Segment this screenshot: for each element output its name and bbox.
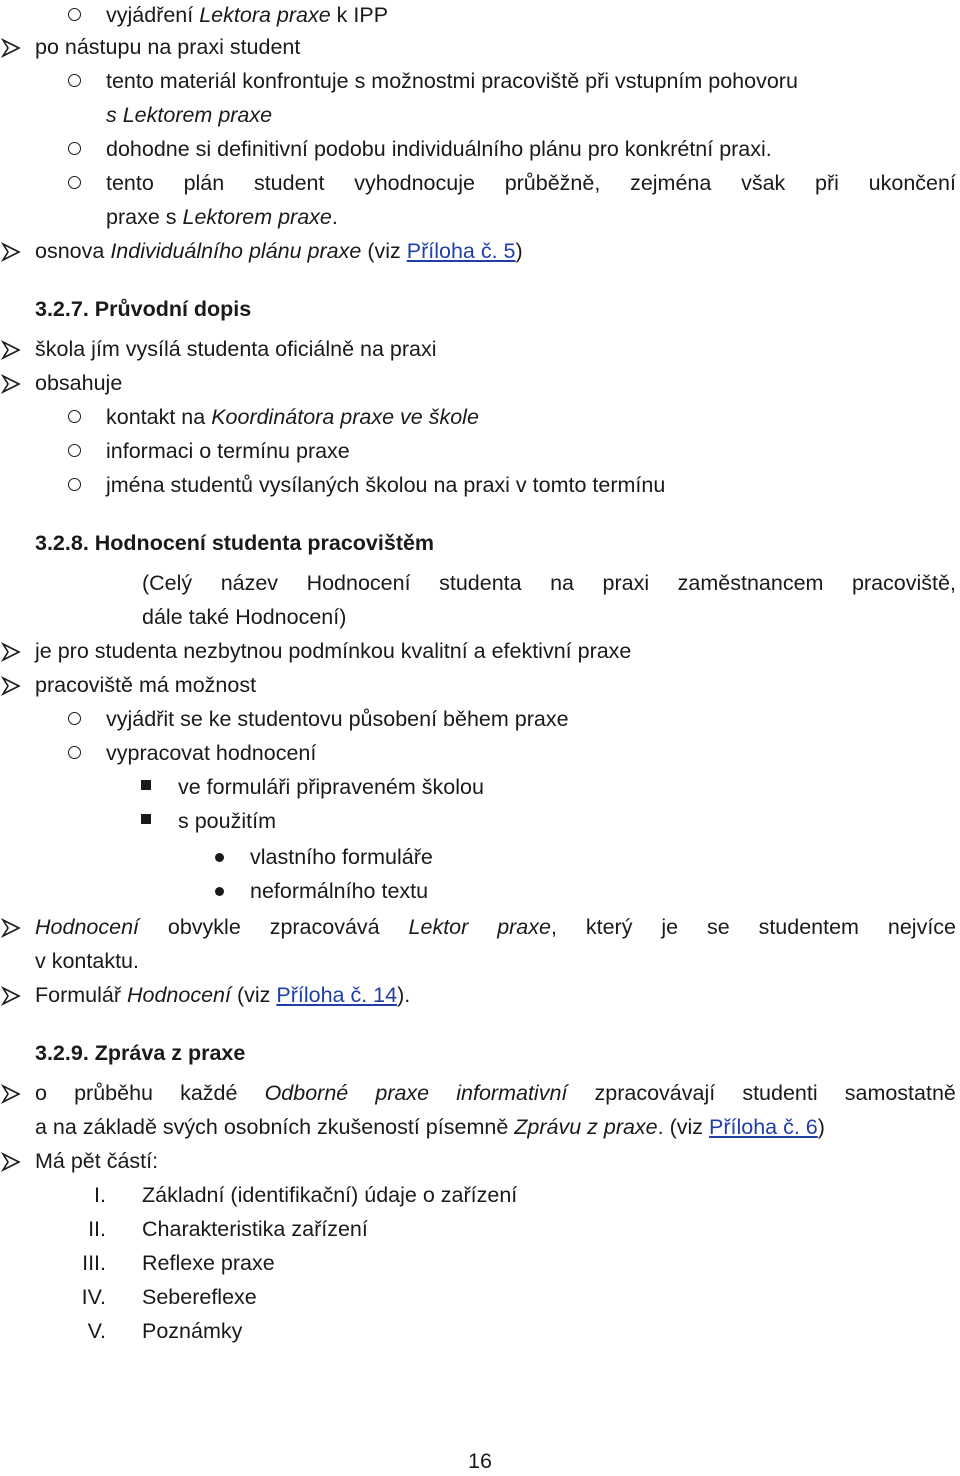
word-text: nejvíce	[887, 915, 956, 939]
roman-numeral: IV.	[81, 1285, 106, 1309]
list-text: škola jím vysílá studenta oficiálně na praxi	[35, 337, 437, 361]
list-text: a na základě svých osobních zkušeností písemně Zprávu z praxe. (viz Příloha č. 6)	[35, 1115, 825, 1139]
word	[35, 1078, 47, 1108]
appendix-link[interactable]: Příloha č. 6	[709, 1115, 818, 1139]
word: však	[741, 171, 786, 195]
list-item	[0, 772, 960, 802]
numbered-item-label: Sebereflexe	[142, 1285, 257, 1309]
word-text: se	[706, 915, 730, 939]
word	[456, 1078, 567, 1108]
word	[888, 912, 956, 942]
section-heading: 3.2.8. Hodnocení studenta pracovištěm	[35, 531, 435, 555]
word: pracoviště,	[851, 571, 956, 595]
word-text: o	[35, 1081, 47, 1105]
roman-numeral: III.	[82, 1251, 106, 1275]
word	[35, 912, 139, 942]
list-text: v kontaktu.	[35, 949, 139, 973]
word-text: je	[661, 915, 679, 939]
roman-numeral: II.	[88, 1217, 106, 1241]
appendix-link[interactable]: Příloha č. 14	[276, 983, 398, 1007]
word: (Celý	[142, 571, 193, 595]
list-item	[0, 334, 960, 364]
list-text: jména studentů vysílaných školou na praxi v tomto termínu	[106, 473, 666, 497]
paragraph-text-justified	[142, 568, 956, 598]
arrow-bullet-icon	[0, 641, 22, 663]
arrow-bullet-icon	[0, 917, 22, 939]
list-item	[0, 912, 960, 942]
circle-bullet-icon	[68, 746, 81, 759]
list-item-continuation	[0, 946, 960, 976]
word-text: praxe	[375, 1081, 430, 1105]
list-item	[0, 636, 960, 666]
list-text: osnova Individuálního plánu praxe (viz Příloha č. 5)	[35, 239, 523, 263]
numbered-item-label: Poznámky	[142, 1319, 243, 1343]
section-heading: 3.2.9. Zpráva z praxe	[35, 1041, 246, 1065]
circle-bullet-icon	[68, 444, 81, 457]
word-punctuation: ,	[550, 915, 557, 939]
word	[409, 912, 469, 942]
word: při	[815, 171, 839, 195]
list-text: po nástupu na praxi student	[35, 35, 301, 59]
list-item	[0, 368, 960, 398]
list-text: Formulář Hodnocení (viz Příloha č. 14).	[35, 983, 411, 1007]
word-text: praxe	[497, 915, 551, 939]
word	[586, 912, 633, 942]
word: zaměstnancem	[677, 571, 824, 595]
numbered-item	[0, 1316, 960, 1346]
square-bullet-icon	[141, 780, 151, 790]
list-item	[0, 806, 960, 836]
dot-bullet-icon	[215, 887, 224, 896]
list-text: vyjádřit se ke studentovu působení během praxe	[106, 707, 569, 731]
word	[661, 912, 678, 942]
list-item-continuation	[0, 100, 960, 130]
word-text: Odborné	[264, 1081, 349, 1105]
paragraph-continuation	[0, 602, 960, 632]
circle-bullet-icon	[68, 712, 81, 725]
word-text: Hodnocení	[35, 915, 139, 939]
circle-bullet-icon	[68, 176, 81, 189]
word-text: Lektor	[408, 915, 469, 939]
list-item	[0, 236, 960, 266]
word	[497, 912, 557, 942]
arrow-bullet-icon	[0, 675, 22, 697]
word	[168, 912, 241, 942]
circle-bullet-icon	[68, 8, 81, 21]
arrow-bullet-icon	[0, 1151, 22, 1173]
list-item	[0, 0, 960, 30]
word-text: obvykle	[167, 915, 241, 939]
numbered-item	[0, 1248, 960, 1278]
list-item	[0, 470, 960, 500]
arrow-bullet-icon	[0, 241, 22, 263]
arrow-bullet-icon	[0, 339, 22, 361]
list-text: obsahuje	[35, 371, 123, 395]
list-text: je pro studenta nezbytnou podmínkou kvalitní a efektivní praxe	[35, 639, 632, 663]
word: student	[253, 171, 325, 195]
word-text: zpracovávají	[594, 1081, 716, 1105]
word	[707, 912, 730, 942]
list-item	[0, 66, 960, 96]
list-item	[0, 436, 960, 466]
paragraph-text: dále také Hodnocení)	[142, 605, 347, 629]
list-text: dohodne si definitivní podobu individuálního plánu pro konkrétní praxi.	[106, 137, 772, 161]
list-text-justified	[35, 912, 956, 942]
word-text: studenti	[742, 1081, 818, 1105]
circle-bullet-icon	[68, 142, 81, 155]
list-text: vyjádření Lektora praxe k IPP	[106, 3, 389, 27]
word: ukončení	[868, 171, 956, 195]
list-item-continuation	[0, 202, 960, 232]
word	[742, 1078, 817, 1108]
list-text: kontakt na Koordinátora praxe ve škole	[106, 405, 479, 429]
list-text-justified	[35, 1078, 956, 1108]
word	[265, 1078, 349, 1108]
word-text: informativní	[456, 1081, 568, 1105]
roman-numeral: I.	[94, 1183, 106, 1207]
list-item	[0, 704, 960, 734]
word	[270, 912, 380, 942]
word: Hodnocení	[306, 571, 411, 595]
list-item	[0, 980, 960, 1010]
list-item	[0, 32, 960, 62]
word: průběžně,	[504, 171, 601, 195]
numbered-item-label: Reflexe praxe	[142, 1251, 275, 1275]
list-text: s Lektorem praxe	[106, 103, 273, 127]
word	[180, 1078, 237, 1108]
list-text: pracoviště má možnost	[35, 673, 257, 697]
paragraph	[0, 568, 960, 598]
word: vyhodnocuje	[354, 171, 475, 195]
square-bullet-icon	[141, 814, 151, 824]
list-item	[0, 402, 960, 432]
word	[375, 1078, 429, 1108]
numbered-item	[0, 1282, 960, 1312]
list-item	[0, 670, 960, 700]
list-item	[0, 1146, 960, 1176]
roman-numeral: V.	[87, 1319, 106, 1343]
word	[845, 1078, 956, 1108]
circle-bullet-icon	[68, 410, 81, 423]
list-text-justified	[106, 168, 956, 198]
word: tento	[106, 171, 154, 195]
word-text: samostatně	[844, 1081, 956, 1105]
word: zejména	[630, 171, 712, 195]
list-item	[0, 168, 960, 198]
list-text: vypracovat hodnocení	[106, 741, 317, 765]
numbered-item	[0, 1214, 960, 1244]
word-text: každé	[180, 1081, 238, 1105]
list-text: tento materiál konfrontuje s možnostmi pracoviště při vstupním pohovoru	[106, 69, 798, 93]
circle-bullet-icon	[68, 478, 81, 491]
word-text: studentem	[758, 915, 859, 939]
arrow-bullet-icon	[0, 1083, 22, 1105]
word: na	[550, 571, 575, 595]
arrow-bullet-icon	[0, 985, 22, 1007]
list-text: vlastního formuláře	[250, 845, 433, 869]
list-text: ve formuláři připraveném školou	[178, 775, 484, 799]
list-item	[0, 876, 960, 906]
word-text: zpracovává	[269, 915, 380, 939]
list-item	[0, 738, 960, 768]
arrow-bullet-icon	[0, 373, 22, 395]
dot-bullet-icon	[215, 853, 224, 862]
section-heading: 3.2.7. Průvodní dopis	[35, 297, 252, 321]
word	[595, 1078, 716, 1108]
word: studenta	[439, 571, 522, 595]
page-number: 16	[468, 1449, 492, 1473]
arrow-bullet-icon	[0, 37, 22, 59]
word: název	[220, 571, 279, 595]
list-item-continuation	[0, 1112, 960, 1142]
numbered-item-label: Charakteristika zařízení	[142, 1217, 368, 1241]
list-text: s použitím	[178, 809, 276, 833]
word-text: který	[585, 915, 633, 939]
word: praxi	[602, 571, 650, 595]
list-text: neformálního textu	[250, 879, 429, 903]
numbered-item	[0, 1180, 960, 1210]
list-text: Má pět částí:	[35, 1149, 159, 1173]
list-item	[0, 1078, 960, 1108]
list-text: informaci o termínu praxe	[106, 439, 350, 463]
list-text: praxe s Lektorem praxe.	[106, 205, 338, 229]
circle-bullet-icon	[68, 74, 81, 87]
list-item	[0, 134, 960, 164]
word: plán	[183, 171, 225, 195]
word	[74, 1078, 153, 1108]
list-item	[0, 842, 960, 872]
word	[759, 912, 859, 942]
word-text: průběhu	[74, 1081, 153, 1105]
numbered-item-label: Základní (identifikační) údaje o zařízení	[142, 1183, 518, 1207]
appendix-link[interactable]: Příloha č. 5	[406, 239, 516, 263]
